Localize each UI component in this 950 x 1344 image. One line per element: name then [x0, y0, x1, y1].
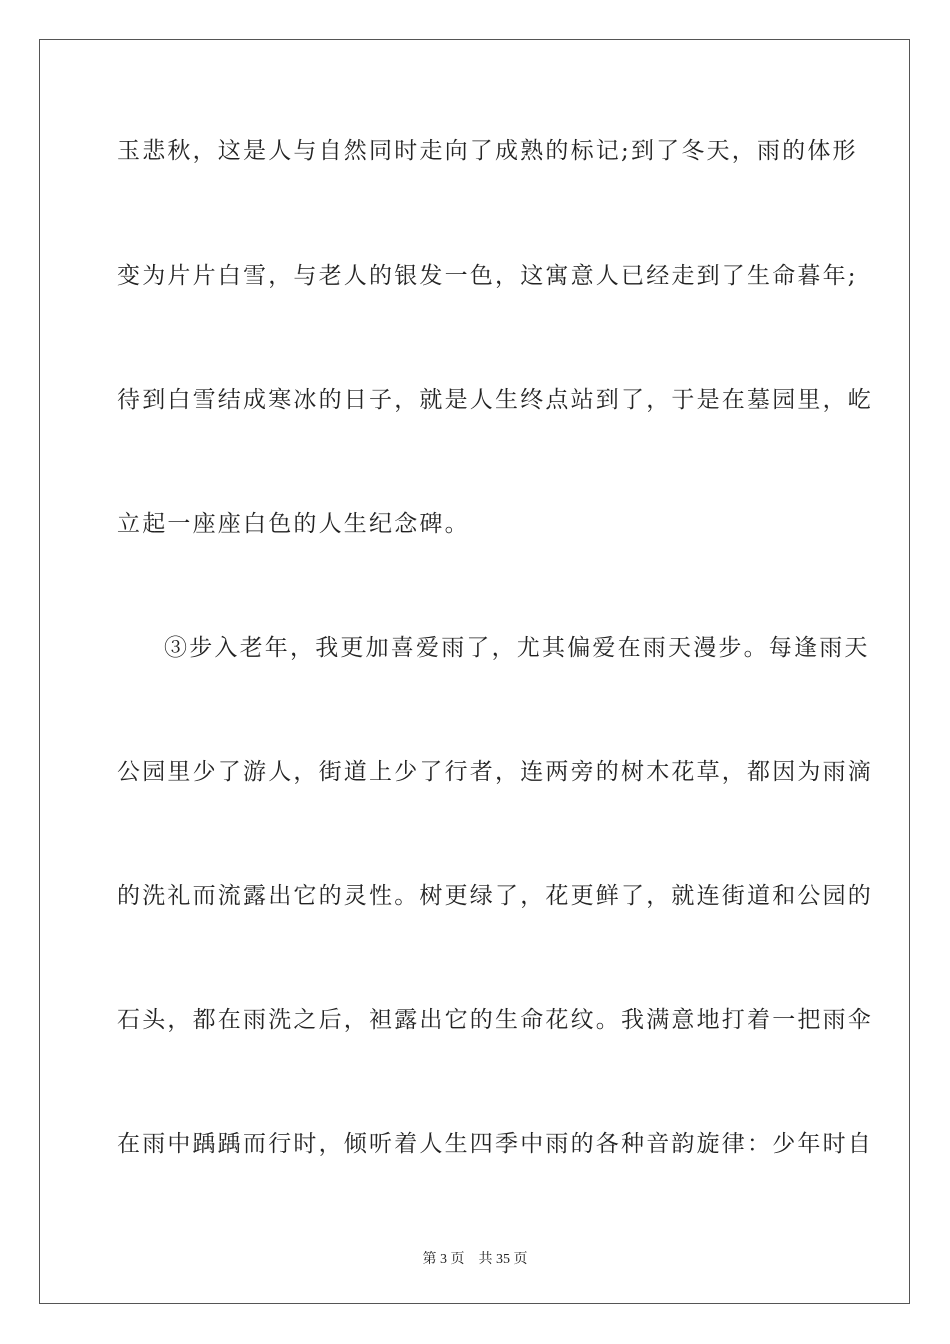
- text-line: 的洗礼而流露出它的灵性。树更绿了，花更鲜了，就连街道和公园的: [117, 883, 873, 909]
- text-line: 公园里少了游人，街道上少了行者，连两旁的树木花草，都因为雨滴: [117, 759, 873, 785]
- page-footer: [0, 1248, 950, 1268]
- text-line-paragraph-start: ③步入老年，我更加喜爱雨了，尤其偏爱在雨天漫步。每逢雨天: [164, 635, 870, 661]
- text-line: 玉悲秋，这是人与自然同时走向了成熟的标记;到了冬天，雨的体形: [117, 138, 858, 164]
- text-line: 立起一座座白色的人生纪念碑。: [117, 511, 470, 537]
- page-total: 共 35 页: [478, 1252, 528, 1267]
- text-line: 石头，都在雨洗之后，袒露出它的生命花纹。我满意地打着一把雨伞: [117, 1007, 873, 1033]
- text-line: 变为片片白雪，与老人的银发一色，这寓意人已经走到了生命暮年;: [117, 263, 858, 289]
- text-line: 在雨中踽踽而行时，倾听着人生四季中雨的各种音韵旋律：少年时自: [117, 1131, 873, 1157]
- text-line: 待到白雪结成寒冰的日子，就是人生终点站到了，于是在墓园里，屹: [117, 387, 873, 413]
- page-border: [39, 39, 910, 1304]
- page-number: 第 3 页: [422, 1252, 465, 1267]
